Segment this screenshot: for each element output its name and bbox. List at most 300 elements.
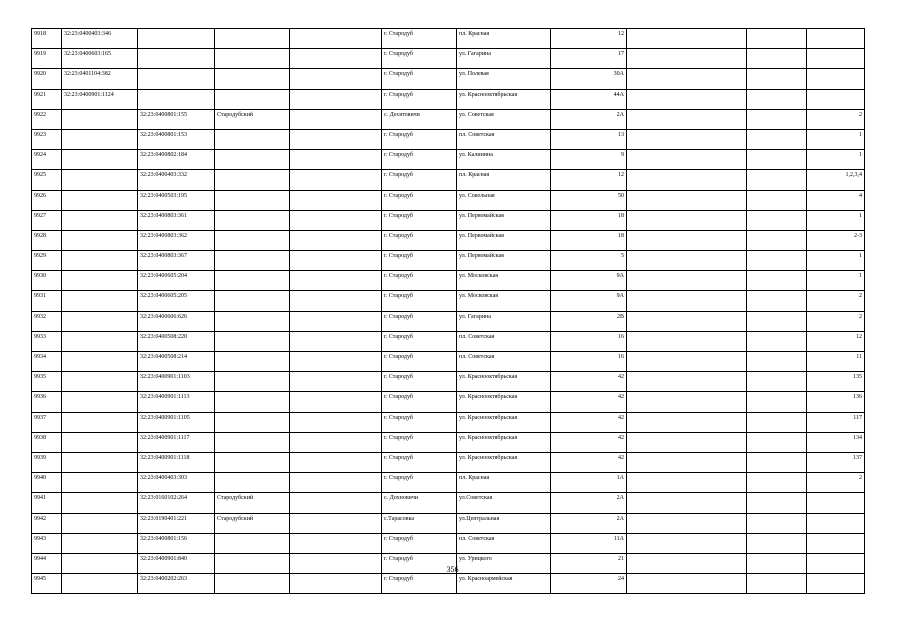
house-number-cell: 11А bbox=[551, 533, 627, 553]
settlement-cell: г. Стародуб bbox=[382, 251, 457, 271]
cadastral-number-cell bbox=[62, 251, 138, 271]
settlement-cell: с. Дохновичи bbox=[382, 493, 457, 513]
cadastral-number-cell bbox=[62, 150, 138, 170]
settlement-cell: г. Стародуб bbox=[382, 150, 457, 170]
empty-cell bbox=[627, 291, 747, 311]
empty-cell bbox=[747, 452, 807, 472]
premises-number-cell: 1 bbox=[807, 129, 865, 149]
street-cell: ул. Сокольная bbox=[457, 190, 551, 210]
table-row bbox=[32, 311, 905, 331]
empty-cell bbox=[747, 29, 807, 49]
premises-number-cell bbox=[807, 89, 865, 109]
table-row bbox=[32, 150, 905, 170]
empty-cell bbox=[747, 352, 807, 372]
empty-cell bbox=[627, 89, 747, 109]
empty-cell bbox=[627, 412, 747, 432]
district-cell bbox=[215, 251, 290, 271]
premises-number-cell: 2 bbox=[807, 473, 865, 493]
empty-cell bbox=[290, 49, 382, 69]
premises-number-cell bbox=[807, 533, 865, 553]
table-row bbox=[32, 533, 905, 553]
table-row bbox=[32, 109, 905, 129]
cadastral-number-alt-cell: 32:23:0400901:1118 bbox=[138, 452, 215, 472]
empty-cell bbox=[747, 49, 807, 69]
record-number-cell: 9920 bbox=[32, 69, 62, 89]
street-cell: ул. Гагарина bbox=[457, 311, 551, 331]
cadastral-number-cell bbox=[62, 392, 138, 412]
settlement-cell: г. Стародуб bbox=[382, 574, 457, 594]
settlement-cell: г. Стародуб bbox=[382, 372, 457, 392]
cadastral-number-alt-cell: 32:23:0160102:264 bbox=[138, 493, 215, 513]
record-number-cell: 9943 bbox=[32, 533, 62, 553]
premises-number-cell: 137 bbox=[807, 452, 865, 472]
empty-cell bbox=[627, 452, 747, 472]
premises-number-cell bbox=[807, 49, 865, 69]
street-cell: ул. Первомайская bbox=[457, 230, 551, 250]
cadastral-number-cell bbox=[62, 109, 138, 129]
house-number-cell: 12 bbox=[551, 170, 627, 190]
settlement-cell: с. Десятовичи bbox=[382, 109, 457, 129]
district-cell: Стародубский bbox=[215, 513, 290, 533]
premises-number-cell: 4 bbox=[807, 190, 865, 210]
empty-cell bbox=[627, 493, 747, 513]
record-number-cell: 9944 bbox=[32, 553, 62, 573]
empty-cell bbox=[290, 331, 382, 351]
house-number-cell: 42 bbox=[551, 452, 627, 472]
district-cell bbox=[215, 150, 290, 170]
street-cell: ул. Полевая bbox=[457, 69, 551, 89]
house-number-cell: 21 bbox=[551, 553, 627, 573]
cadastral-number-cell: 32:23:0400603:165 bbox=[62, 49, 138, 69]
street-cell: ул. Краснооктябрьская bbox=[457, 89, 551, 109]
street-cell: ул. Красноармейская bbox=[457, 574, 551, 594]
street-cell: пл. Советская bbox=[457, 129, 551, 149]
cadastral-number-cell bbox=[62, 210, 138, 230]
street-cell: ул. Краснооктябрьская bbox=[457, 452, 551, 472]
empty-cell bbox=[290, 291, 382, 311]
settlement-cell: г. Стародуб bbox=[382, 352, 457, 372]
district-cell bbox=[215, 190, 290, 210]
cadastral-number-cell bbox=[62, 493, 138, 513]
house-number-cell: 42 bbox=[551, 372, 627, 392]
house-number-cell: 12 bbox=[551, 29, 627, 49]
empty-cell bbox=[290, 69, 382, 89]
empty-cell bbox=[290, 493, 382, 513]
street-cell: ул. Краснооктябрьская bbox=[457, 392, 551, 412]
cadastral-number-cell bbox=[62, 513, 138, 533]
premises-number-cell bbox=[807, 493, 865, 513]
premises-number-cell: 1 bbox=[807, 271, 865, 291]
cadastral-number-alt-cell: 32:23:0400605:204 bbox=[138, 271, 215, 291]
table-row bbox=[32, 473, 905, 493]
street-cell: ул. Урицкого bbox=[457, 553, 551, 573]
empty-cell bbox=[747, 412, 807, 432]
house-number-cell: 2А bbox=[551, 109, 627, 129]
district-cell bbox=[215, 29, 290, 49]
registry-table bbox=[31, 28, 905, 594]
house-number-cell: 18 bbox=[551, 210, 627, 230]
district-cell bbox=[215, 331, 290, 351]
cadastral-number-alt-cell: 32:23:0400901:1103 bbox=[138, 372, 215, 392]
empty-cell bbox=[627, 331, 747, 351]
settlement-cell: г. Стародуб bbox=[382, 291, 457, 311]
empty-cell bbox=[290, 190, 382, 210]
record-number-cell: 9928 bbox=[32, 230, 62, 250]
premises-number-cell: 2 bbox=[807, 311, 865, 331]
premises-number-cell: 12 bbox=[807, 331, 865, 351]
record-number-cell: 9925 bbox=[32, 170, 62, 190]
record-number-cell: 9921 bbox=[32, 89, 62, 109]
district-cell bbox=[215, 452, 290, 472]
empty-cell bbox=[290, 372, 382, 392]
house-number-cell: 42 bbox=[551, 392, 627, 412]
street-cell: пл. Красная bbox=[457, 473, 551, 493]
table-row bbox=[32, 574, 905, 594]
empty-cell bbox=[627, 513, 747, 533]
district-cell bbox=[215, 473, 290, 493]
settlement-cell: г. Стародуб bbox=[382, 230, 457, 250]
table-row bbox=[32, 372, 905, 392]
empty-cell bbox=[747, 109, 807, 129]
premises-number-cell: 134 bbox=[807, 432, 865, 452]
table-row bbox=[32, 493, 905, 513]
cadastral-number-alt-cell: 32:23:0400508:220 bbox=[138, 331, 215, 351]
record-number-cell: 9941 bbox=[32, 493, 62, 513]
table-row bbox=[32, 69, 905, 89]
settlement-cell: г. Стародуб bbox=[382, 210, 457, 230]
record-number-cell: 9935 bbox=[32, 372, 62, 392]
cadastral-number-alt-cell: 32:23:0190401:221 bbox=[138, 513, 215, 533]
settlement-cell: г. Стародуб bbox=[382, 392, 457, 412]
cadastral-number-cell bbox=[62, 574, 138, 594]
empty-cell bbox=[747, 251, 807, 271]
empty-cell bbox=[747, 493, 807, 513]
cadastral-number-alt-cell: 32:23:0400803:362 bbox=[138, 230, 215, 250]
record-number-cell: 9924 bbox=[32, 150, 62, 170]
street-cell: пл. Советская bbox=[457, 352, 551, 372]
premises-number-cell: 1 bbox=[807, 210, 865, 230]
record-number-cell: 9923 bbox=[32, 129, 62, 149]
empty-cell bbox=[627, 271, 747, 291]
empty-cell bbox=[627, 533, 747, 553]
empty-cell bbox=[290, 210, 382, 230]
cadastral-number-alt-cell bbox=[138, 49, 215, 69]
house-number-cell: 9А bbox=[551, 291, 627, 311]
settlement-cell: г. Стародуб bbox=[382, 49, 457, 69]
table-row bbox=[32, 251, 905, 271]
settlement-cell: г. Стародуб bbox=[382, 452, 457, 472]
cadastral-number-alt-cell: 32:23:0400802:184 bbox=[138, 150, 215, 170]
empty-cell bbox=[290, 129, 382, 149]
empty-cell bbox=[747, 69, 807, 89]
record-number-cell: 9932 bbox=[32, 311, 62, 331]
empty-cell bbox=[747, 432, 807, 452]
record-number-cell: 9930 bbox=[32, 271, 62, 291]
house-number-cell: 16 bbox=[551, 352, 627, 372]
record-number-cell: 9938 bbox=[32, 432, 62, 452]
premises-number-cell: 136 bbox=[807, 392, 865, 412]
cadastral-number-cell bbox=[62, 533, 138, 553]
cadastral-number-cell bbox=[62, 432, 138, 452]
table-row bbox=[32, 29, 905, 49]
street-cell: ул. Советская bbox=[457, 109, 551, 129]
empty-cell bbox=[290, 29, 382, 49]
empty-cell bbox=[290, 533, 382, 553]
house-number-cell: 17 bbox=[551, 49, 627, 69]
cadastral-number-alt-cell: 32:23:0400605:205 bbox=[138, 291, 215, 311]
cadastral-number-cell bbox=[62, 412, 138, 432]
district-cell bbox=[215, 49, 290, 69]
house-number-cell: 5 bbox=[551, 251, 627, 271]
empty-cell bbox=[747, 473, 807, 493]
house-number-cell: 24 bbox=[551, 574, 627, 594]
house-number-cell: 2А bbox=[551, 493, 627, 513]
street-cell: пл. Красная bbox=[457, 170, 551, 190]
premises-number-cell: 2-3 bbox=[807, 230, 865, 250]
street-cell: ул.Центральная bbox=[457, 513, 551, 533]
cadastral-number-cell bbox=[62, 372, 138, 392]
empty-cell bbox=[290, 412, 382, 432]
street-cell: ул. Первомайская bbox=[457, 251, 551, 271]
cadastral-number-alt-cell: 32:23:0400801:153 bbox=[138, 129, 215, 149]
record-number-cell: 9937 bbox=[32, 412, 62, 432]
empty-cell bbox=[627, 129, 747, 149]
cadastral-number-alt-cell: 32:23:0400606:626 bbox=[138, 311, 215, 331]
empty-cell bbox=[290, 170, 382, 190]
record-number-cell: 9942 bbox=[32, 513, 62, 533]
empty-cell bbox=[290, 89, 382, 109]
empty-cell bbox=[747, 89, 807, 109]
settlement-cell: г. Стародуб bbox=[382, 473, 457, 493]
table-row bbox=[32, 129, 905, 149]
table-row bbox=[32, 513, 905, 533]
cadastral-number-cell bbox=[62, 452, 138, 472]
empty-cell bbox=[627, 432, 747, 452]
empty-cell bbox=[627, 69, 747, 89]
district-cell bbox=[215, 533, 290, 553]
empty-cell bbox=[747, 230, 807, 250]
cadastral-number-alt-cell: 32:23:0400901:1105 bbox=[138, 412, 215, 432]
empty-cell bbox=[747, 311, 807, 331]
settlement-cell: г. Стародуб bbox=[382, 29, 457, 49]
record-number-cell: 9945 bbox=[32, 574, 62, 594]
cadastral-number-cell bbox=[62, 352, 138, 372]
empty-cell bbox=[290, 432, 382, 452]
empty-cell bbox=[290, 271, 382, 291]
house-number-cell: 13 bbox=[551, 129, 627, 149]
premises-number-cell: 1,2,3,4 bbox=[807, 170, 865, 190]
empty-cell bbox=[627, 190, 747, 210]
record-number-cell: 9940 bbox=[32, 473, 62, 493]
district-cell bbox=[215, 392, 290, 412]
settlement-cell: г. Стародуб bbox=[382, 432, 457, 452]
empty-cell bbox=[627, 170, 747, 190]
street-cell: ул. Московская bbox=[457, 271, 551, 291]
empty-cell bbox=[747, 533, 807, 553]
cadastral-number-alt-cell bbox=[138, 29, 215, 49]
empty-cell bbox=[627, 574, 747, 594]
cadastral-number-alt-cell: 32:23:0400803:361 bbox=[138, 210, 215, 230]
street-cell: ул. Краснооктябрьская bbox=[457, 372, 551, 392]
premises-number-cell: 1 bbox=[807, 150, 865, 170]
empty-cell bbox=[627, 109, 747, 129]
district-cell bbox=[215, 372, 290, 392]
table-row bbox=[32, 49, 905, 69]
cadastral-number-alt-cell: 32:23:0400901:1113 bbox=[138, 392, 215, 412]
street-cell: ул.Советская bbox=[457, 493, 551, 513]
street-cell: пл. Советская bbox=[457, 331, 551, 351]
record-number-cell: 9931 bbox=[32, 291, 62, 311]
settlement-cell: г. Стародуб bbox=[382, 533, 457, 553]
empty-cell bbox=[747, 372, 807, 392]
empty-cell bbox=[747, 291, 807, 311]
record-number-cell: 9918 bbox=[32, 29, 62, 49]
house-number-cell: 44А bbox=[551, 89, 627, 109]
table-row bbox=[32, 392, 905, 412]
empty-cell bbox=[747, 574, 807, 594]
district-cell: Стародубский bbox=[215, 109, 290, 129]
district-cell bbox=[215, 129, 290, 149]
premises-number-cell: 11 bbox=[807, 352, 865, 372]
premises-number-cell bbox=[807, 29, 865, 49]
empty-cell bbox=[627, 352, 747, 372]
empty-cell bbox=[627, 230, 747, 250]
record-number-cell: 9934 bbox=[32, 352, 62, 372]
premises-number-cell: 135 bbox=[807, 372, 865, 392]
empty-cell bbox=[627, 29, 747, 49]
empty-cell bbox=[747, 331, 807, 351]
district-cell bbox=[215, 210, 290, 230]
record-number-cell: 9933 bbox=[32, 331, 62, 351]
cadastral-number-cell bbox=[62, 331, 138, 351]
cadastral-number-alt-cell: 32:23:0400403:303 bbox=[138, 473, 215, 493]
cadastral-number-cell bbox=[62, 291, 138, 311]
empty-cell bbox=[747, 392, 807, 412]
empty-cell bbox=[290, 392, 382, 412]
cadastral-number-alt-cell: 32:23:0400202:263 bbox=[138, 574, 215, 594]
empty-cell bbox=[747, 150, 807, 170]
district-cell: Стародубский bbox=[215, 493, 290, 513]
premises-number-cell bbox=[807, 513, 865, 533]
table-row bbox=[32, 170, 905, 190]
house-number-cell: 9 bbox=[551, 150, 627, 170]
cadastral-number-cell: 32:23:0400403:346 bbox=[62, 29, 138, 49]
record-number-cell: 9927 bbox=[32, 210, 62, 230]
empty-cell bbox=[747, 513, 807, 533]
empty-cell bbox=[747, 129, 807, 149]
house-number-cell: 50 bbox=[551, 190, 627, 210]
record-number-cell: 9919 bbox=[32, 49, 62, 69]
settlement-cell: г. Стародуб bbox=[382, 89, 457, 109]
settlement-cell: г. Стародуб bbox=[382, 412, 457, 432]
district-cell bbox=[215, 69, 290, 89]
district-cell bbox=[215, 271, 290, 291]
premises-number-cell: 2 bbox=[807, 109, 865, 129]
house-number-cell: 16 bbox=[551, 331, 627, 351]
record-number-cell: 9929 bbox=[32, 251, 62, 271]
street-cell: пл. Красная bbox=[457, 29, 551, 49]
cadastral-number-cell bbox=[62, 271, 138, 291]
cadastral-number-alt-cell bbox=[138, 89, 215, 109]
table-row bbox=[32, 432, 905, 452]
table-row bbox=[32, 291, 905, 311]
premises-number-cell: 1 bbox=[807, 251, 865, 271]
table-row bbox=[32, 271, 905, 291]
empty-cell bbox=[747, 210, 807, 230]
table-row bbox=[32, 412, 905, 432]
empty-cell bbox=[290, 574, 382, 594]
cadastral-number-cell bbox=[62, 170, 138, 190]
record-number-cell: 9936 bbox=[32, 392, 62, 412]
settlement-cell: г. Стародуб bbox=[382, 190, 457, 210]
cadastral-number-alt-cell: 32:23:0400801:156 bbox=[138, 533, 215, 553]
district-cell bbox=[215, 352, 290, 372]
house-number-cell: 9А bbox=[551, 271, 627, 291]
street-cell: ул. Краснооктябрьская bbox=[457, 432, 551, 452]
empty-cell bbox=[627, 473, 747, 493]
page-number: 356 bbox=[446, 565, 459, 574]
empty-cell bbox=[627, 311, 747, 331]
cadastral-number-alt-cell: 32:23:0400508:214 bbox=[138, 352, 215, 372]
house-number-cell: 2В bbox=[551, 311, 627, 331]
empty-cell bbox=[290, 473, 382, 493]
house-number-cell: 42 bbox=[551, 412, 627, 432]
street-cell: ул. Калинина bbox=[457, 150, 551, 170]
cadastral-number-alt-cell: 32:23:0400403:332 bbox=[138, 170, 215, 190]
settlement-cell: г. Стародуб bbox=[382, 553, 457, 573]
empty-cell bbox=[290, 109, 382, 129]
settlement-cell: г. Стародуб bbox=[382, 311, 457, 331]
empty-cell bbox=[747, 271, 807, 291]
empty-cell bbox=[627, 210, 747, 230]
street-cell: пл. Советская bbox=[457, 533, 551, 553]
empty-cell bbox=[290, 452, 382, 472]
house-number-cell: 30А bbox=[551, 69, 627, 89]
record-number-cell: 9922 bbox=[32, 109, 62, 129]
table-row bbox=[32, 452, 905, 472]
premises-number-cell bbox=[807, 69, 865, 89]
district-cell bbox=[215, 412, 290, 432]
table-row bbox=[32, 89, 905, 109]
cadastral-number-cell bbox=[62, 190, 138, 210]
empty-cell bbox=[627, 150, 747, 170]
house-number-cell: 18 bbox=[551, 230, 627, 250]
record-number-cell: 9926 bbox=[32, 190, 62, 210]
district-cell bbox=[215, 170, 290, 190]
street-cell: ул. Гагарина bbox=[457, 49, 551, 69]
house-number-cell: 42 bbox=[551, 432, 627, 452]
premises-number-cell: 117 bbox=[807, 412, 865, 432]
settlement-cell: г. Стародуб bbox=[382, 331, 457, 351]
street-cell: ул. Краснооктябрьская bbox=[457, 412, 551, 432]
table-row bbox=[32, 230, 905, 250]
cadastral-number-alt-cell: 32:23:0400901:1117 bbox=[138, 432, 215, 452]
premises-number-cell bbox=[807, 574, 865, 594]
premises-number-cell: 2 bbox=[807, 291, 865, 311]
empty-cell bbox=[627, 392, 747, 412]
table-row bbox=[32, 210, 905, 230]
district-cell bbox=[215, 291, 290, 311]
cadastral-number-cell: 32:23:0400901:1124 bbox=[62, 89, 138, 109]
cadastral-number-cell bbox=[62, 473, 138, 493]
empty-cell bbox=[290, 230, 382, 250]
district-cell bbox=[215, 311, 290, 331]
empty-cell bbox=[627, 49, 747, 69]
cadastral-number-alt-cell bbox=[138, 69, 215, 89]
empty-cell bbox=[290, 513, 382, 533]
house-number-cell: 1А bbox=[551, 473, 627, 493]
settlement-cell: г. Стародуб bbox=[382, 129, 457, 149]
